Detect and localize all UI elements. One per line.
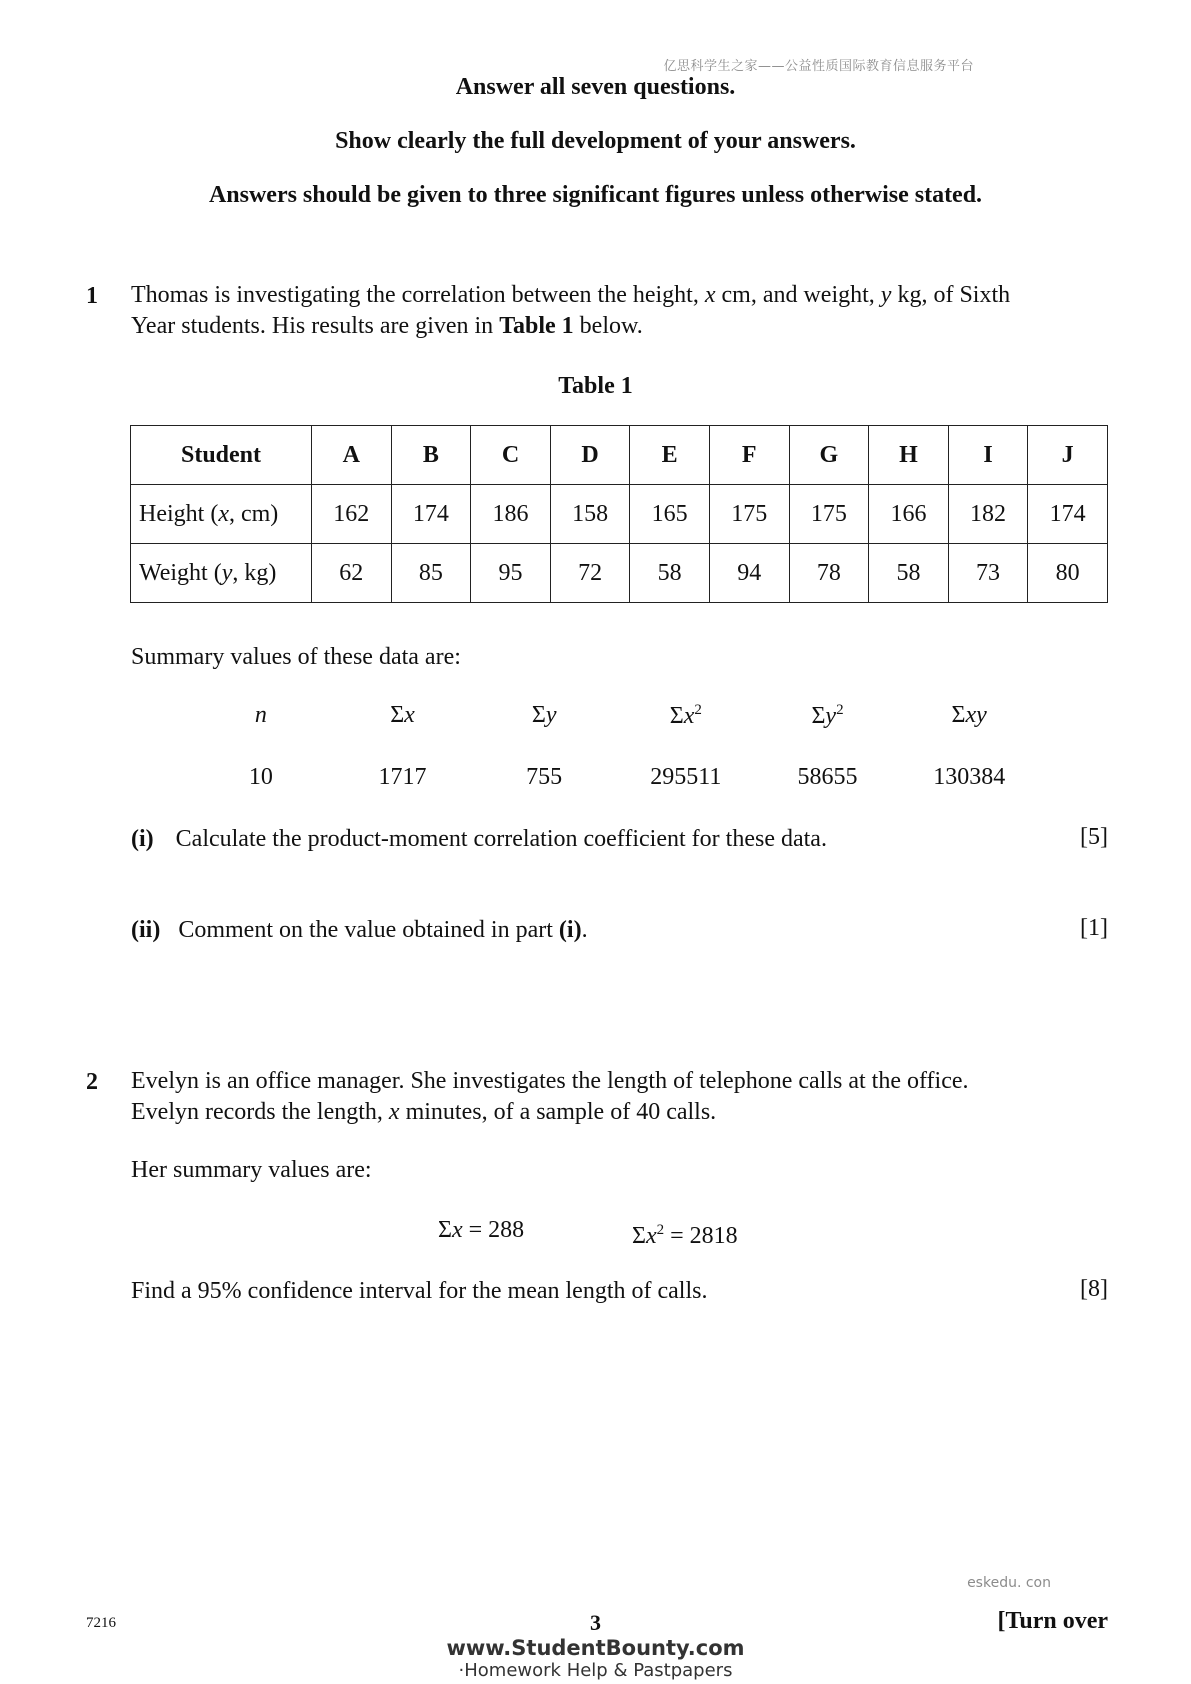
- instruction-2: Show clearly the full development of your answers.: [335, 128, 856, 154]
- page-number: 3: [590, 1610, 601, 1635]
- summary-header-sum-y: Σy: [531, 702, 557, 728]
- height-cell: 174: [391, 485, 471, 544]
- question-2-number: 2: [86, 1069, 98, 1095]
- height-cell: 166: [869, 485, 949, 544]
- header-cell: C: [471, 426, 551, 485]
- watermark-eskedu: eskedu. con: [967, 1575, 1051, 1591]
- header-cell: E: [630, 426, 710, 485]
- q2-summary-intro: Her summary values are:: [131, 1157, 372, 1183]
- header-cell: F: [709, 426, 789, 485]
- summary-value: 10: [248, 764, 273, 790]
- part-ii-marks: [1]: [1080, 915, 1108, 941]
- summary-values: [190, 764, 1040, 791]
- part-i-marks: [5]: [1080, 824, 1108, 850]
- studentbounty-url: www.StudentBounty.com: [446, 1636, 745, 1660]
- weight-cell: 94: [709, 544, 789, 603]
- table-title: Table 1: [558, 373, 633, 399]
- q2-task: Find a 95% confidence interval for the mean length of calls.: [131, 1278, 708, 1304]
- table-row-weight: [131, 544, 1108, 603]
- height-cell: 175: [709, 485, 789, 544]
- part-i: [131, 824, 827, 855]
- part-i-label: (i): [131, 826, 154, 852]
- weight-cell: 58: [869, 544, 949, 603]
- summary-value: 58655: [797, 764, 858, 790]
- summary-header-sum-x2: $\Sigma x^2$: [669, 702, 702, 729]
- height-cell: 165: [630, 485, 710, 544]
- header-cell: J: [1028, 426, 1108, 485]
- summary-value: 130384: [933, 764, 1006, 790]
- weight-cell: 78: [789, 544, 869, 603]
- summary-header-sum-y2: $\Sigma y^2$: [811, 702, 844, 729]
- summary-header-n: n: [254, 702, 267, 728]
- part-ii-label: (ii): [131, 917, 161, 943]
- header-cell: D: [550, 426, 630, 485]
- header-cell: H: [869, 426, 949, 485]
- question-1-number: 1: [86, 283, 98, 309]
- weight-label: Weight (y, kg): [131, 544, 312, 603]
- weight-cell: 62: [312, 544, 392, 603]
- question-1-stem: Thomas is investigating the correlation between the height, x cm, and weight, y kg, of Sixth Year students. His results are given in Table 1 below.: [131, 282, 1011, 339]
- table-header-row: [131, 426, 1108, 485]
- weight-cell: 80: [1028, 544, 1108, 603]
- height-cell: 158: [550, 485, 630, 544]
- summary-value: 755: [526, 764, 563, 790]
- summary-value: 295511: [650, 764, 722, 790]
- weight-cell: 95: [471, 544, 551, 603]
- data-table: [130, 425, 1108, 603]
- instruction-3: Answers should be given to three significant figures unless otherwise stated.: [208, 182, 983, 208]
- header-cell: A: [312, 426, 392, 485]
- summary-value: 1717: [378, 764, 427, 790]
- header-cell: G: [789, 426, 869, 485]
- header-label: Student: [131, 426, 312, 485]
- watermark-top: 亿思科学生之家——公益性质国际教育信息服务平台: [663, 59, 974, 74]
- weight-cell: 58: [630, 544, 710, 603]
- header-cell: I: [948, 426, 1028, 485]
- summary-intro: Summary values of these data are:: [131, 644, 461, 670]
- part-ii: (ii) Comment on the value obtained in part (i).: [131, 917, 588, 943]
- studentbounty-tagline: ·Homework Help & Pastpapers: [458, 1660, 733, 1681]
- q2-sum-x: Σx = 288: [438, 1217, 525, 1243]
- weight-cell: 85: [391, 544, 471, 603]
- height-cell: 182: [948, 485, 1028, 544]
- summary-headers: [190, 702, 1040, 730]
- height-cell: 174: [1028, 485, 1108, 544]
- header-cell: B: [391, 426, 471, 485]
- question-2-stem: Evelyn is an office manager. She investigates the length of telephone calls at the office. Evelyn records the length, x minutes, of a sample of 40 calls.: [131, 1068, 969, 1125]
- turn-over: [Turn over: [997, 1608, 1108, 1634]
- summary-header-sum-x: Σx: [390, 702, 415, 728]
- height-cell: 175: [789, 485, 869, 544]
- summary-header-sum-xy: Σxy: [951, 702, 987, 728]
- weight-cell: 72: [550, 544, 630, 603]
- paper-code: 7216: [86, 1615, 116, 1631]
- height-cell: 162: [312, 485, 392, 544]
- height-cell: 186: [471, 485, 551, 544]
- q2-sum-x2: $\Sigma x^2 = 2818$: [632, 1222, 738, 1249]
- instruction-1: Answer all seven questions.: [455, 74, 736, 100]
- part-i-text: Calculate the product-moment correlation coefficient for these data.: [175, 826, 827, 852]
- q2-marks: [8]: [1080, 1276, 1108, 1302]
- table-row-height: [131, 485, 1108, 544]
- weight-cell: 73: [948, 544, 1028, 603]
- height-label: Height (x, cm): [131, 485, 312, 544]
